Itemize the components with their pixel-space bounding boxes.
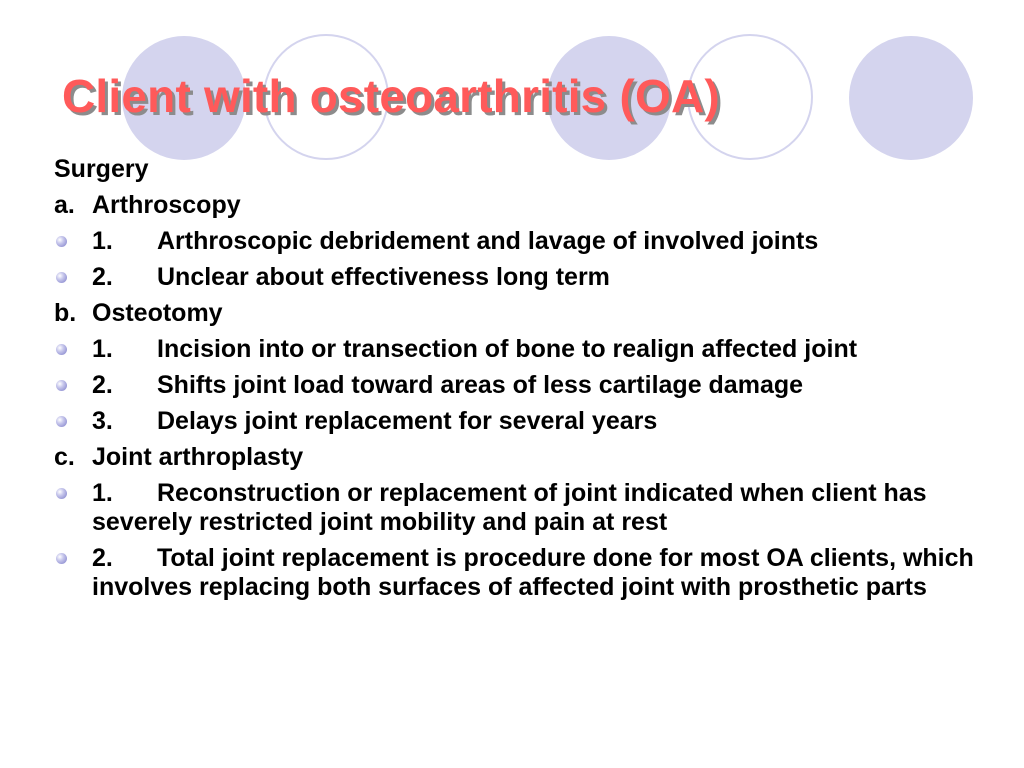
item-number: 2. [92,544,113,572]
item-number: 3. [92,407,113,435]
item-text: Delays joint replacement for several years [157,407,658,435]
item-number: 1. [92,335,113,363]
list-item [54,227,974,256]
list-item [54,371,974,400]
item-number: 2. [92,371,113,399]
slide-body [54,155,974,609]
section-heading: Surgery [54,155,149,183]
section-letter: b. [54,299,77,327]
list-item [54,479,974,537]
bullet-dot-icon [56,236,67,247]
item-text: Shifts joint load toward areas of less cartilage damage [157,371,804,399]
section-label: Joint arthroplasty [92,443,304,471]
bullet-dot-icon [56,416,67,427]
bullet-dot-icon [56,553,67,564]
item-text: Incision into or transection of bone to realign affected joint [157,335,858,363]
item-number: 2. [92,263,113,291]
section-header [54,443,974,472]
item-text: Reconstruction or replacement of joint indicated when client has severely restricted joint mobility and pain at rest [92,479,927,536]
list-item [54,544,974,602]
item-number: 1. [92,479,113,507]
item-number: 1. [92,227,113,255]
section-label: Arthroscopy [92,191,241,219]
list-item [54,335,974,364]
item-text: Total joint replacement is procedure done for most OA clients, which involves replacing both surfaces of affected joint with prosthetic parts [92,544,974,601]
section-letter: c. [54,443,75,471]
slide-title: Client with osteoarthritis (OA) [62,70,720,122]
item-text: Unclear about effectiveness long term [157,263,610,291]
section-header [54,191,974,220]
bullet-dot-icon [56,488,67,499]
list-item [54,263,974,292]
list-item [54,407,974,436]
bullet-dot-icon [56,380,67,391]
item-text: Arthroscopic debridement and lavage of involved joints [157,227,819,255]
decorative-circle [849,36,973,160]
section-letter: a. [54,191,75,219]
section-header [54,299,974,328]
bullet-dot-icon [56,344,67,355]
bullet-dot-icon [56,272,67,283]
section-label: Osteotomy [92,299,223,327]
